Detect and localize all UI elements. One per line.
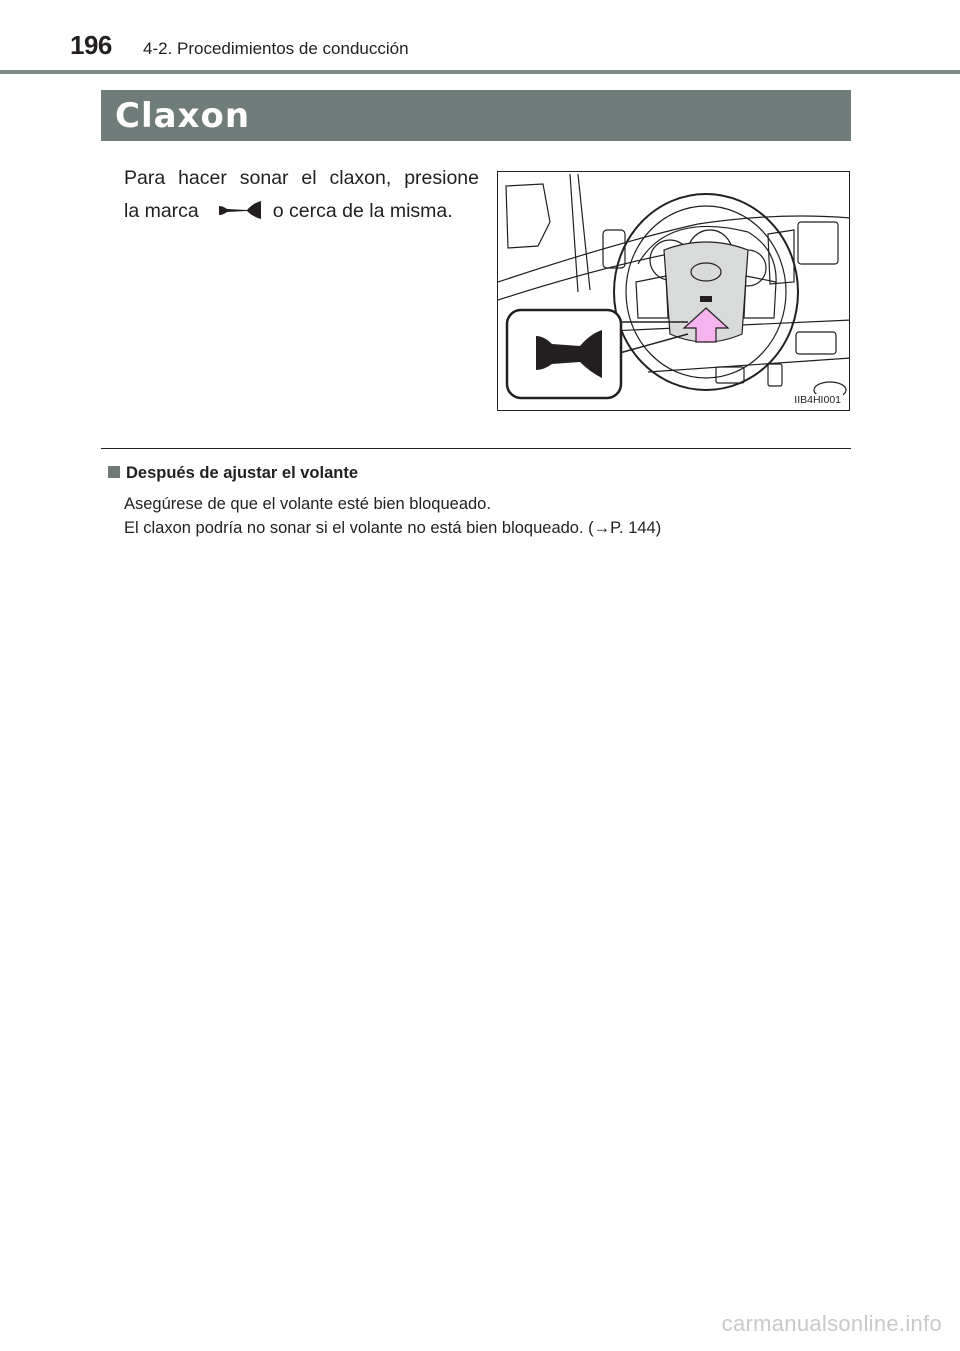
header-rule (0, 70, 960, 74)
intro-line-2-end: o cerca de la misma. (272, 200, 453, 222)
note-heading (108, 464, 358, 483)
figure-code: IIB4HI001 (794, 394, 841, 406)
note-body (124, 492, 661, 540)
square-bullet-icon (108, 466, 120, 478)
page-title: Claxon (115, 96, 251, 136)
note-line-1: Asegúrese de que el volante esté bien bloqueado. (124, 495, 491, 513)
section-label: 4-2. Procedimientos de conducción (143, 39, 409, 58)
note-line-2: El claxon podría no sonar si el volante no está bien bloqueado. (→P. 144) (124, 519, 662, 537)
intro-line-2-start: la marca (124, 200, 199, 222)
watermark: carmanualsonline.info (721, 1311, 942, 1336)
divider (101, 448, 851, 449)
intro-paragraph (124, 162, 479, 228)
horn-icon (217, 200, 263, 220)
title-bar (101, 90, 851, 141)
note-heading-text: Después de ajustar el volante (126, 464, 359, 482)
steering-wheel-figure (497, 171, 850, 411)
intro-line-1: Para hacer sonar el claxon, presione (124, 167, 479, 189)
dashboard-illustration (498, 172, 850, 411)
page-number: 196 (70, 30, 112, 60)
